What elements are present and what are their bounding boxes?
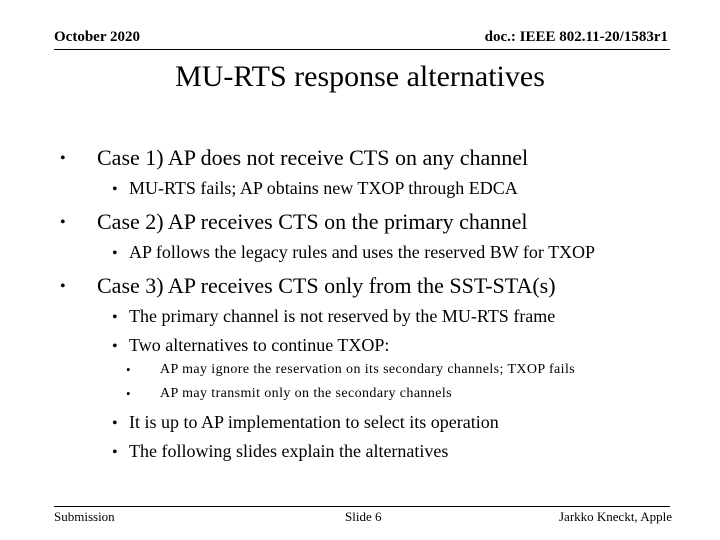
footer-divider — [54, 506, 670, 507]
bullet-icon: • — [60, 214, 66, 231]
footer-slide-number: Slide 6 — [345, 509, 382, 524]
bullet-icon: • — [112, 181, 118, 198]
bullet-icon: • — [112, 444, 118, 461]
case3-detail-2: Two alternatives to continue TXOP: — [129, 335, 390, 355]
footer-author: Jarkko Kneckt, Apple — [558, 509, 672, 524]
case3-detail-3: It is up to AP implementation to select its operation — [129, 412, 499, 432]
bullet-icon: • — [112, 415, 118, 432]
bullet-icon: • — [112, 309, 118, 326]
header-doc-id: doc.: IEEE 802.11-20/1583r1 — [484, 29, 668, 45]
case1-heading: Case 1) AP does not receive CTS on any channel — [97, 145, 529, 170]
bullet-icon: • — [112, 245, 118, 262]
case1-detail: MU-RTS fails; AP obtains new TXOP through EDCA — [129, 178, 518, 198]
footer-submission: Submission — [54, 509, 115, 524]
slide-title: MU-RTS response alternatives — [175, 60, 545, 93]
alternative-1: AP may ignore the reservation on its secondary channels; TXOP fails — [160, 362, 576, 377]
bullet-icon: • — [126, 386, 131, 401]
case3-detail-4: The following slides explain the alternatives — [129, 441, 449, 461]
header-date: October 2020 — [54, 29, 140, 45]
bullet-icon: • — [60, 278, 66, 295]
bullet-icon: • — [112, 338, 118, 355]
case3-heading: Case 3) AP receives CTS only from the SST-STA(s) — [97, 273, 556, 298]
bullet-icon: • — [60, 150, 66, 167]
bullet-icon: • — [126, 362, 131, 377]
alternative-2: AP may transmit only on the secondary channels — [160, 386, 452, 401]
header-divider — [54, 49, 670, 50]
case3-detail-1: The primary channel is not reserved by the MU-RTS frame — [129, 306, 556, 326]
case2-heading: Case 2) AP receives CTS on the primary channel — [97, 209, 528, 234]
case2-detail: AP follows the legacy rules and uses the reserved BW for TXOP — [129, 242, 596, 262]
